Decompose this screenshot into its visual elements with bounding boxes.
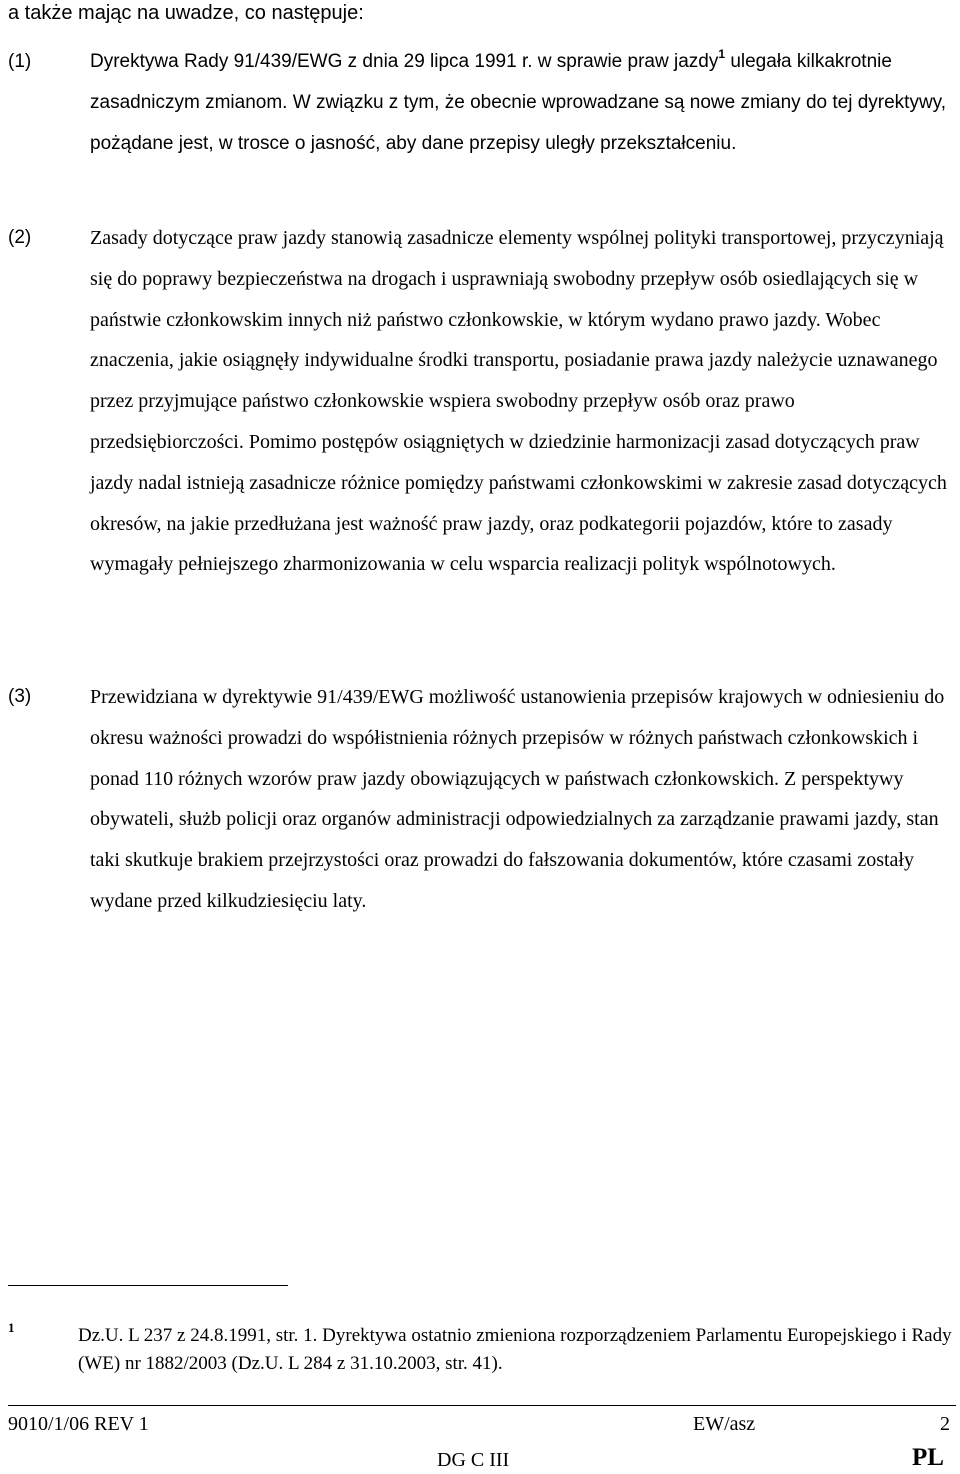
- directorate-general: DG C III: [437, 1449, 510, 1471]
- footnote-text: Dz.U. L 237 z 24.8.1991, str. 1. Dyrektywa ostatnio zmieniona rozporządzeniem Parlamentu Europejskiego i Rady (WE) nr 1882/2003 (Dz.U. L 284 z 31.10.2003, str. 41).: [78, 1325, 952, 1374]
- intro-line: a także mając na uwadze, co następuje:: [8, 2, 364, 24]
- footnote-reference[interactable]: 1: [718, 46, 726, 61]
- page-number: 2: [940, 1413, 950, 1435]
- footnote: [8, 1322, 958, 1378]
- recital-number: (3): [8, 686, 32, 707]
- recital-3: [8, 677, 948, 922]
- recital-text: [90, 42, 948, 164]
- recital-number: (2): [8, 227, 32, 248]
- footer-separator: [8, 1405, 956, 1406]
- recital-number: (1): [8, 51, 32, 72]
- document-reference: 9010/1/06 REV 1: [8, 1413, 149, 1435]
- footnote-mark: 1: [8, 1320, 15, 1335]
- recital-2: [8, 218, 948, 585]
- language-code: PL: [912, 1444, 944, 1471]
- footnote-separator: [8, 1285, 288, 1286]
- recital-1-text-start: Dyrektywa Rady 91/439/EWG z dnia 29 lipca 1991 r. w sprawie praw jazdy: [90, 51, 719, 72]
- author-initials: EW/asz: [693, 1413, 756, 1435]
- recital-1: [8, 42, 948, 164]
- recital-1-text-end: ulegała kilkakrotnie zasadniczym zmianom. W związku z tym, że obecnie wprowadzane są nowe zmiany do tej dyrektywy, pożądane jest, w trosce o jasność, aby dane przepisy uległy przekształceniu.: [90, 51, 947, 154]
- recital-text: Przewidziana w dyrektywie 91/439/EWG możliwość ustanowienia przepisów krajowych w odniesieniu do okresu ważności prowadzi do współistnienia różnych przepisów w różnych państwach członkowskich i ponad 110 różnych wzorów praw jazdy obowiązujących w państwach członkowskich. Z perspektywy obywateli, służb policji oraz organów administracji odpowiedzialnych za zarządzanie prawami jazdy, stan taki skutkuje brakiem przejrzystości oraz prowadzi do fałszowania dokumentów, które czasami zostały wydane przed kilkudziesięciu laty.: [90, 686, 945, 912]
- recital-text: Zasady dotyczące praw jazdy stanowią zasadnicze elementy wspólnej polityki transportowej, przyczyniają się do poprawy bezpieczeństwa na drogach i usprawniają swobodny przepływ osób osiedlających się w państwie członkowskim innych niż państwo członkowskie, w którym wydano prawo jazdy. Wobec znaczenia, jakie osiągnęły indywidualne środki transportu, posiadanie prawa jazdy należycie uznawanego przez przyjmujące państwo członkowskie wspiera swobodny przepływ osób oraz prawo przedsiębiorczości. Pomimo postępów osiągniętych w dziedzinie harmonizacji zasad dotyczących praw jazdy nadal istnieją zasadnicze różnice pomiędzy państwami członkowskimi w zakresie zasad dotyczących okresów, na jakie przedłużana jest ważność praw jazdy, oraz podkategorii pojazdów, które to zasady wymagały pełniejszego zharmonizowania w celu wsparcia realizacji polityk wspólnotowych.: [90, 227, 947, 576]
